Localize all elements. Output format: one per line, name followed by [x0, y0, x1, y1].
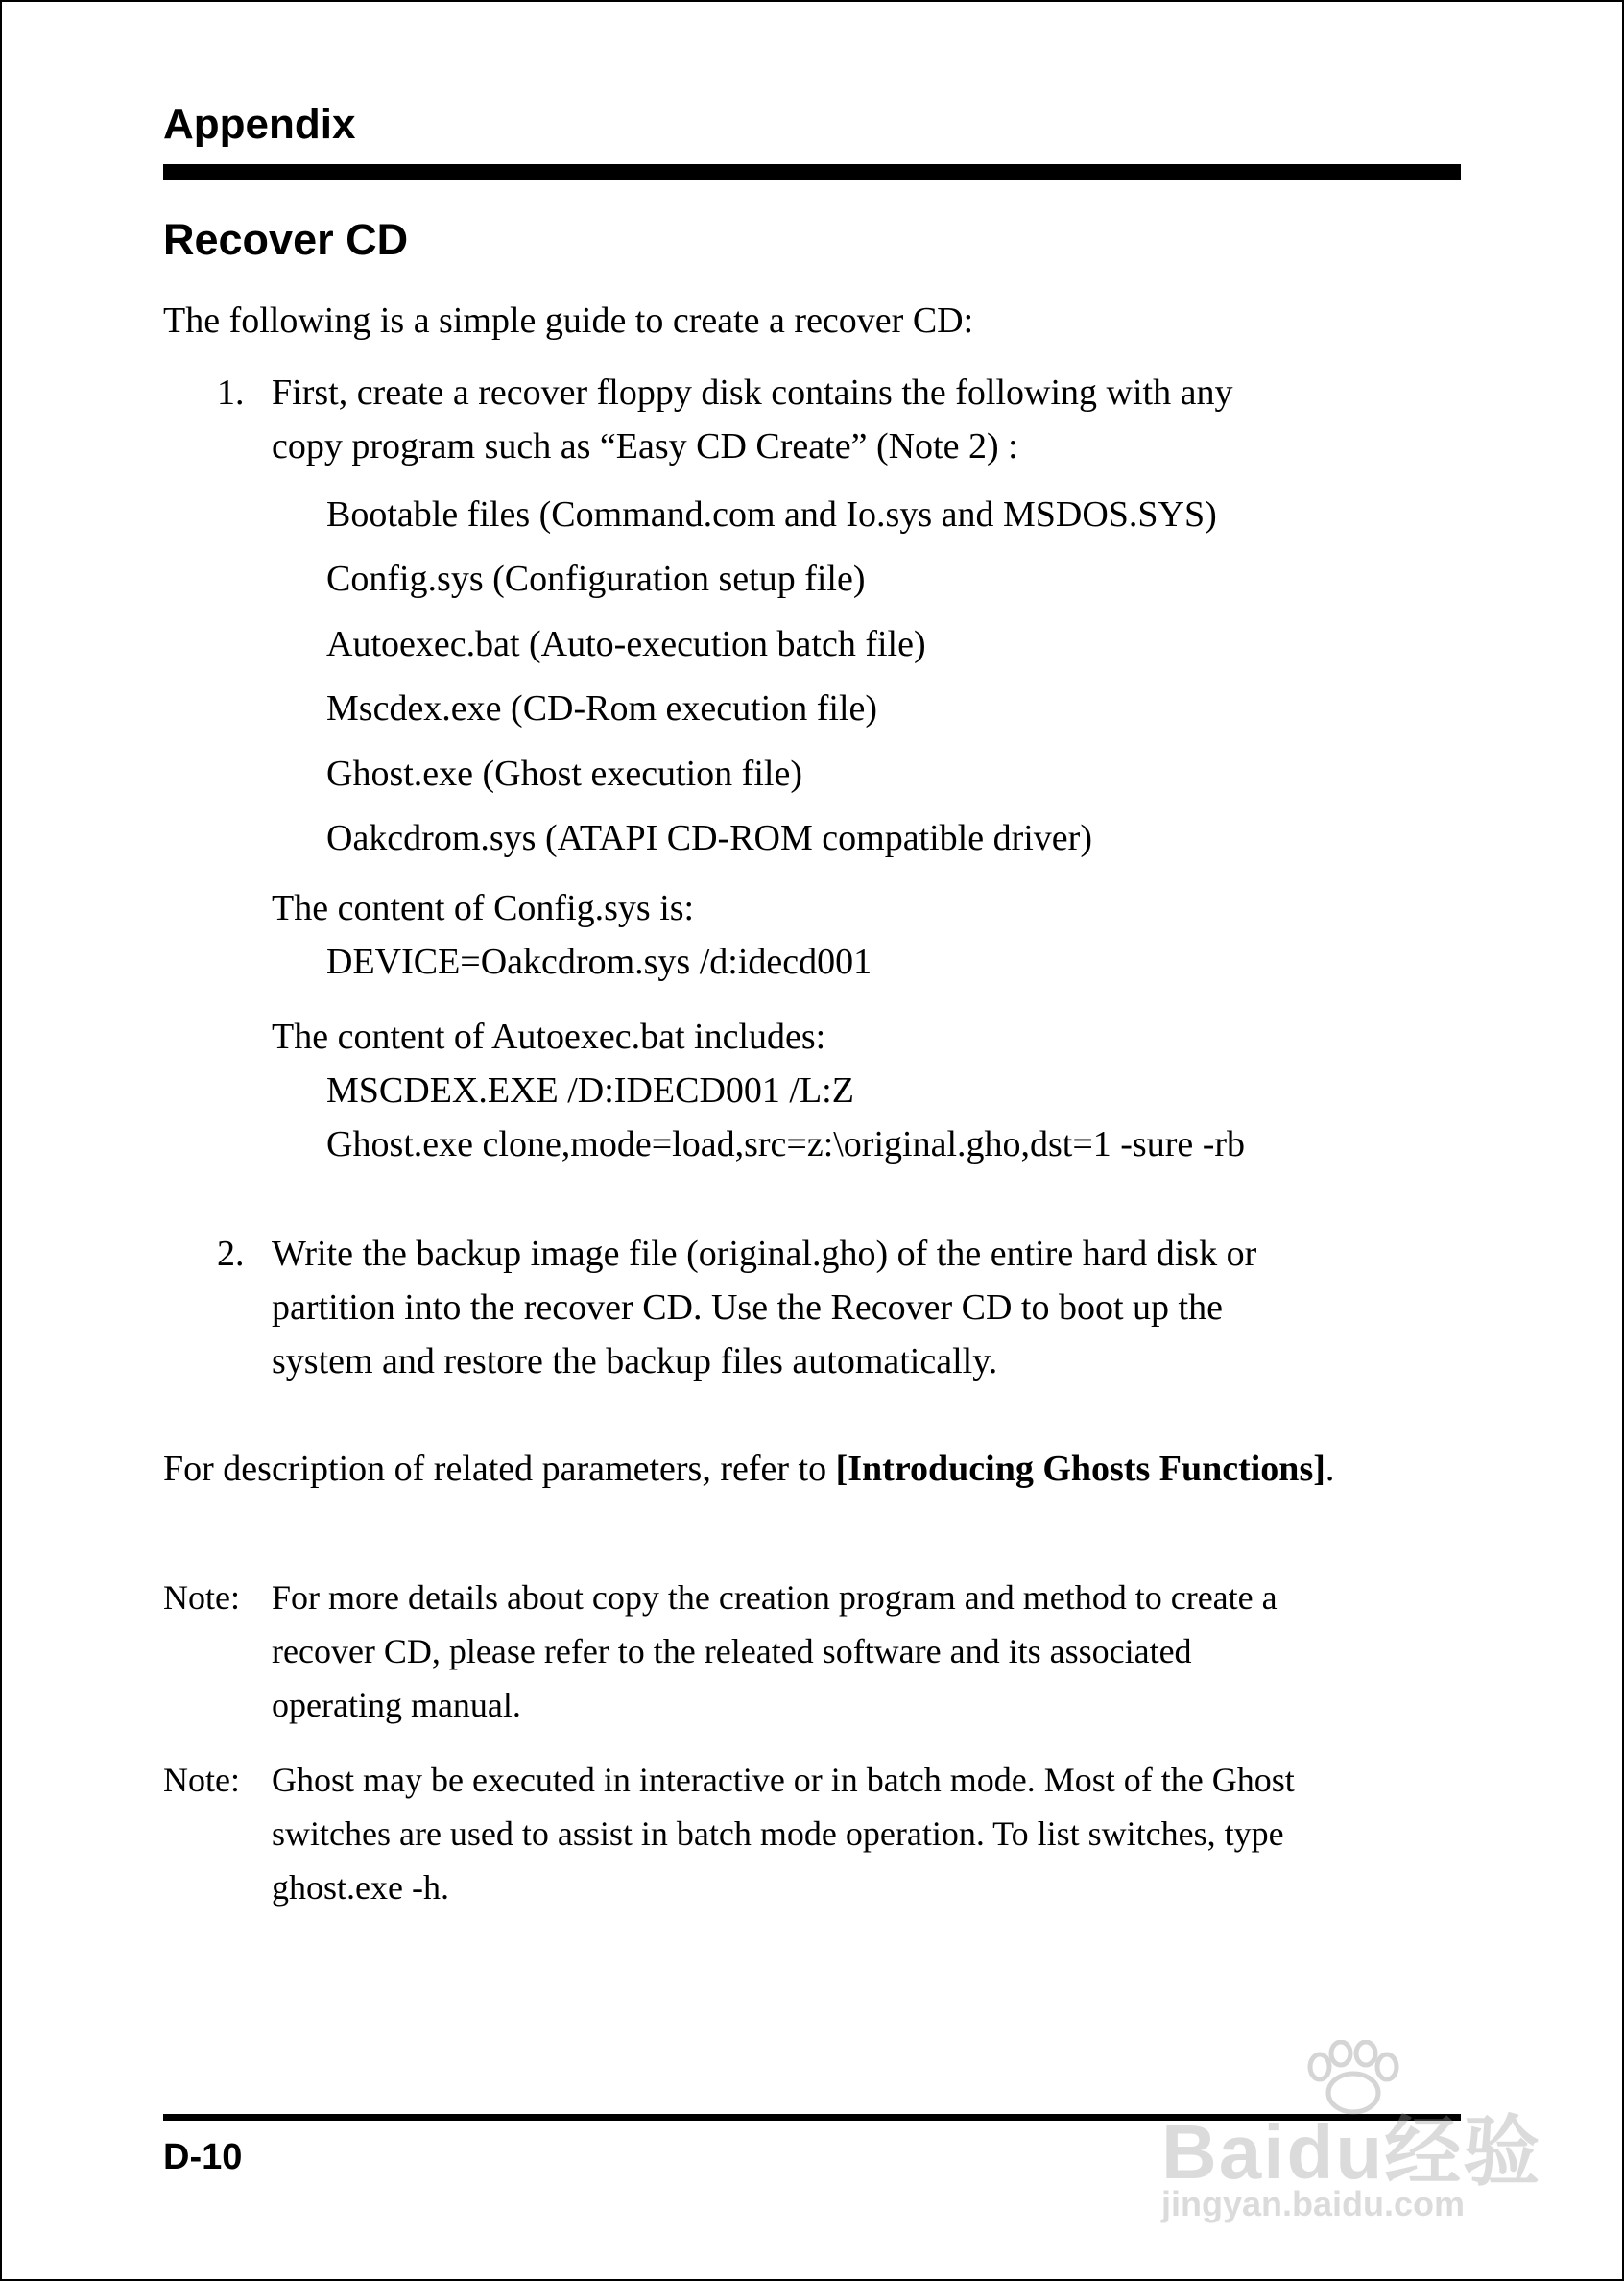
note-1-line-3: operating manual. [272, 1686, 521, 1724]
list-item: Config.sys (Configuration setup file) [326, 559, 866, 600]
list-item: Ghost.exe (Ghost execution file) [326, 753, 802, 794]
file-list [326, 483, 1217, 871]
list-item: Oakcdrom.sys (ATAPI CD-ROM compatible driver) [326, 818, 1092, 859]
note-2-line-2: switches are used to assist in batch mode operation. To list switches, type [272, 1814, 1284, 1853]
list-item: Bootable files (Command.com and Io.sys and MSDOS.SYS) [326, 494, 1217, 535]
intro-text: The following is a simple guide to create a recover CD: [163, 300, 974, 341]
page-number: D-10 [163, 2137, 243, 2177]
list-item: Autoexec.bat (Auto-execution batch file) [326, 623, 926, 664]
config-label: The content of Config.sys is: [272, 888, 695, 928]
reference-paragraph [163, 1442, 1411, 1496]
step-2-line-2: partition into the recover CD. Use the Recover CD to boot up the [272, 1287, 1223, 1328]
note-2-line-1: Ghost may be executed in interactive or in batch mode. Most of the Ghost [272, 1761, 1295, 1799]
step-1-line-2: copy program such as “Easy CD Create” (Note 2) : [272, 426, 1018, 467]
watermark-brand: Baidu经验 [1161, 2109, 1542, 2195]
note-1-line-2: recover CD, please refer to the releated software and its associated [272, 1632, 1192, 1670]
autoexec-line-2: Ghost.exe clone,mode=load,src=z:\original.gho,dst=1 -sure -rb [326, 1124, 1246, 1165]
autoexec-line-1: MSCDEX.EXE /D:IDECD001 /L:Z [326, 1070, 854, 1111]
step-2-number: 2. [217, 1234, 245, 1274]
autoexec-label: The content of Autoexec.bat includes: [272, 1017, 826, 1057]
note-1-label: Note: [163, 1578, 240, 1617]
watermark [1147, 2040, 1550, 2232]
step-2-line-3: system and restore the backup files automatically. [272, 1341, 998, 1381]
section-header: Appendix [163, 101, 356, 148]
note-2-line-3: ghost.exe -h. [272, 1868, 449, 1907]
reference-prefix: For description of related parameters, refer to [163, 1449, 836, 1489]
note-1-line-1: For more details about copy the creation program and method to create a [272, 1578, 1278, 1617]
reference-suffix: . [1325, 1449, 1335, 1489]
step-2-line-1: Write the backup image file (original.gho) of the entire hard disk or [272, 1234, 1257, 1274]
note-2-label: Note: [163, 1761, 240, 1799]
step-1-number: 1. [217, 372, 245, 413]
reference-link-text: [Introducing Ghosts Functions] [835, 1449, 1325, 1489]
config-line: DEVICE=Oakcdrom.sys /d:idecd001 [326, 942, 872, 982]
page-title: Recover CD [163, 215, 409, 264]
step-1-line-1: First, create a recover floppy disk contains the following with any [272, 372, 1233, 413]
list-item: Mscdex.exe (CD-Rom execution file) [326, 688, 878, 730]
header-rule [163, 164, 1461, 180]
watermark-url: jingyan.baidu.com [1161, 2184, 1466, 2223]
